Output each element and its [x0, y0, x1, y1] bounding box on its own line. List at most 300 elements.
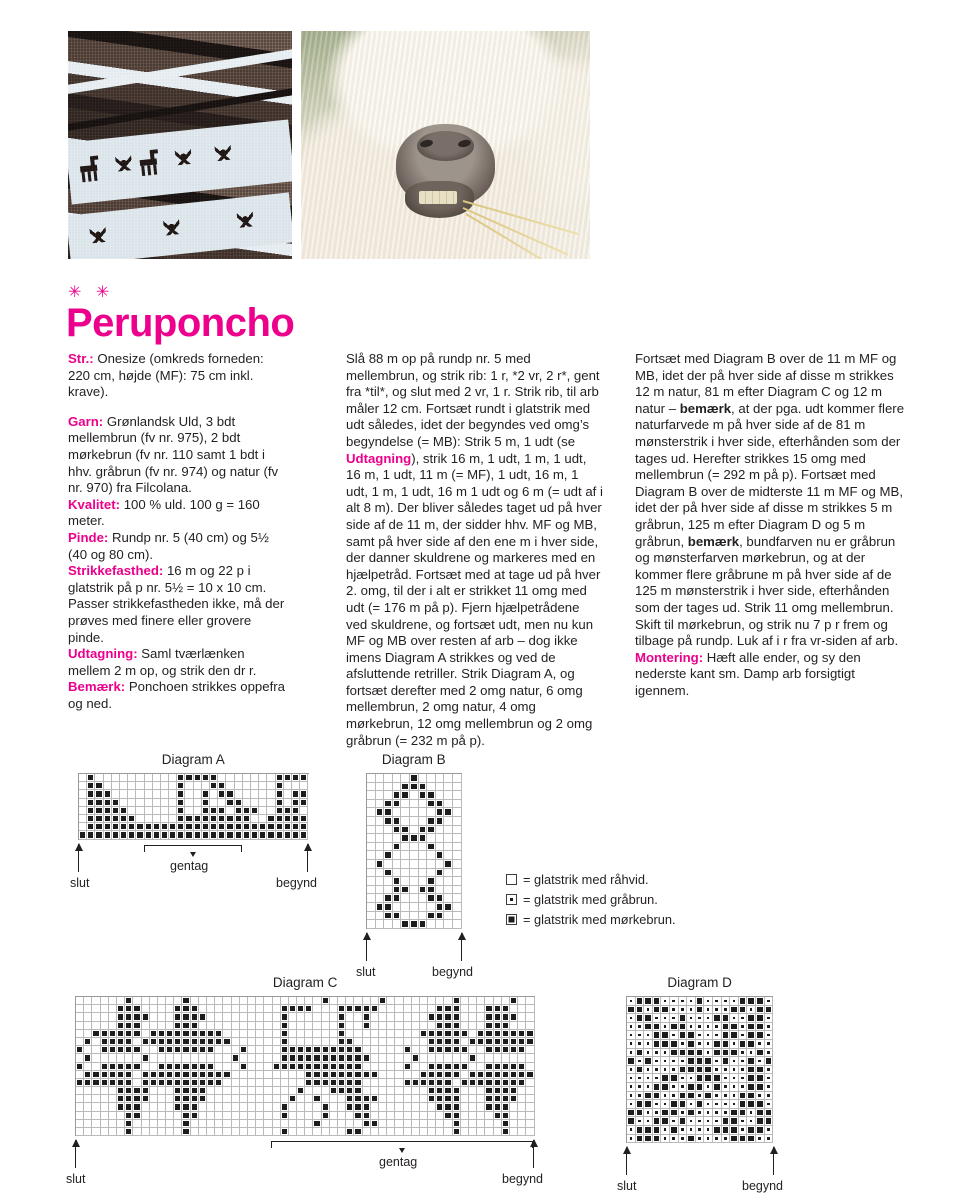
- chart-cell: [494, 1013, 502, 1021]
- chart-cell: [101, 997, 109, 1005]
- chart-cell: [636, 1117, 645, 1126]
- chart-cell: [84, 1063, 92, 1071]
- chart-cell: [128, 782, 136, 790]
- chart-cell: [182, 1030, 190, 1038]
- chart-cell: [354, 1013, 362, 1021]
- chart-cell: [627, 1057, 636, 1066]
- chart-cell: [419, 851, 428, 860]
- chart-cell: [387, 1038, 395, 1046]
- chart-cell: [765, 1117, 774, 1126]
- text-kvalitet: 100 % uld. 100 g = 160 meter.: [68, 496, 260, 529]
- chart-cell: [739, 1031, 748, 1040]
- chart-cell: [191, 1103, 199, 1111]
- chart-cell: [104, 807, 112, 815]
- chart-cell: [305, 1087, 313, 1095]
- diagram-c-grid: [75, 996, 535, 1136]
- chart-cell: [401, 886, 410, 895]
- chart-cell: [404, 1112, 412, 1120]
- chart-cell: [713, 1109, 722, 1118]
- chart-cell: [128, 774, 136, 782]
- chart-cell: [502, 1071, 510, 1079]
- chart-cell: [232, 1128, 240, 1136]
- chart-cell: [428, 1046, 436, 1054]
- chart-cell: [436, 1071, 444, 1079]
- chart-cell: [453, 894, 462, 903]
- chart-cell: [384, 886, 393, 895]
- chart-cell: [644, 1006, 653, 1015]
- chart-cell: [371, 1071, 379, 1079]
- chart-cell: [444, 791, 453, 800]
- para-montering: [635, 650, 908, 700]
- chart-cell: [215, 1013, 223, 1021]
- chart-cell: [125, 1079, 133, 1087]
- chart-cell: [704, 1126, 713, 1135]
- chart-cell: [79, 782, 87, 790]
- chart-cell: [395, 1038, 403, 1046]
- chart-cell: [281, 1030, 289, 1038]
- chart-cell: [243, 774, 251, 782]
- chart-cell: [322, 1103, 330, 1111]
- chart-cell: [687, 1117, 696, 1126]
- chart-cell: [76, 997, 84, 1005]
- chart-cell: [494, 1112, 502, 1120]
- diagram-a-title: Diagram A: [161, 752, 225, 767]
- chart-cell: [469, 1120, 477, 1128]
- chart-cell: [150, 1013, 158, 1021]
- chart-cell: [387, 1013, 395, 1021]
- chart-cell: [174, 1030, 182, 1038]
- chart-cell: [284, 815, 292, 823]
- chart-cell: [412, 1046, 420, 1054]
- chart-cell: [518, 1128, 526, 1136]
- chart-cell: [158, 1103, 166, 1111]
- chart-cell: [510, 1087, 518, 1095]
- chart-cell: [661, 1074, 670, 1083]
- chart-cell: [199, 1038, 207, 1046]
- chart-cell: [477, 1112, 485, 1120]
- chart-cell: [704, 1031, 713, 1040]
- chart-cell: [207, 1054, 215, 1062]
- chart-cell: [273, 1120, 281, 1128]
- chart-cell: [765, 1135, 774, 1144]
- chart-cell: [215, 1030, 223, 1038]
- chart-cell: [387, 1071, 395, 1079]
- chart-cell: [174, 1054, 182, 1062]
- chart-cell: [444, 903, 453, 912]
- chart-cell: [679, 1109, 688, 1118]
- chart-cell: [502, 1030, 510, 1038]
- chart-cell: [502, 1013, 510, 1021]
- para-str: [68, 351, 286, 401]
- chart-cell: [765, 1083, 774, 1092]
- chart-cell: [765, 1006, 774, 1015]
- chart-cell: [95, 823, 103, 831]
- text-montering: Hæft alle ender, og sy den nederste kant sm. Damp arb forsigtigt igennem.: [635, 649, 861, 698]
- chart-cell: [150, 1054, 158, 1062]
- chart-cell: [636, 1014, 645, 1023]
- chart-cell: [502, 1054, 510, 1062]
- chart-cell: [128, 831, 136, 839]
- chart-cell: [297, 1063, 305, 1071]
- chart-cell: [636, 1092, 645, 1101]
- chart-cell: [101, 1128, 109, 1136]
- chart-cell: [210, 774, 218, 782]
- chart-cell: [191, 1038, 199, 1046]
- chart-cell: [636, 1135, 645, 1144]
- chart-cell: [627, 1023, 636, 1032]
- chart-cell: [502, 1103, 510, 1111]
- chart-cell: [636, 1100, 645, 1109]
- chart-cell: [428, 1120, 436, 1128]
- chart-cell: [644, 1074, 653, 1083]
- chart-cell: [730, 1135, 739, 1144]
- chart-cell: [444, 1046, 452, 1054]
- chart-cell: [95, 831, 103, 839]
- chart-cell: [185, 790, 193, 798]
- chart-cell: [696, 1092, 705, 1101]
- chart-cell: [401, 783, 410, 792]
- chart-cell: [756, 1083, 765, 1092]
- chart-cell: [136, 799, 144, 807]
- chart-cell: [191, 1128, 199, 1136]
- chart-cell: [670, 1109, 679, 1118]
- chart-cell: [653, 1049, 662, 1058]
- chart-cell: [322, 1095, 330, 1103]
- chart-cell: [267, 799, 275, 807]
- chart-cell: [240, 1087, 248, 1095]
- chart-cell: [92, 1079, 100, 1087]
- chart-cell: [166, 1120, 174, 1128]
- chart-cell: [510, 1054, 518, 1062]
- chart-cell: [412, 1022, 420, 1030]
- chart-cell: [182, 1128, 190, 1136]
- chart-cell: [393, 903, 402, 912]
- chart-cell: [322, 1120, 330, 1128]
- link-udtagning[interactable]: Udtagning: [346, 450, 412, 466]
- chart-cell: [363, 1030, 371, 1038]
- chart-cell: [240, 1103, 248, 1111]
- chart-cell: [653, 1031, 662, 1040]
- chart-cell: [453, 817, 462, 826]
- chart-cell: [142, 1038, 150, 1046]
- chart-cell: [142, 1087, 150, 1095]
- chart-cell: [404, 1087, 412, 1095]
- diagram-b-grid: [366, 773, 462, 929]
- chart-cell: [120, 782, 128, 790]
- chart-cell: [420, 1103, 428, 1111]
- chart-cell: [112, 823, 120, 831]
- chart-cell: [133, 1112, 141, 1120]
- chart-cell: [419, 877, 428, 886]
- chart-cell: [264, 1005, 272, 1013]
- chart-cell: [393, 834, 402, 843]
- chart-cell: [371, 1112, 379, 1120]
- chart-cell: [713, 1074, 722, 1083]
- chart-cell: [300, 799, 308, 807]
- chart-cell: [109, 1022, 117, 1030]
- chart-cell: [477, 1030, 485, 1038]
- chart-cell: [401, 920, 410, 929]
- chart-cell: [420, 1063, 428, 1071]
- chart-cell: [185, 807, 193, 815]
- chart-cell: [427, 800, 436, 809]
- chart-cell: [367, 877, 376, 886]
- chart-cell: [92, 1103, 100, 1111]
- chart-cell: [235, 774, 243, 782]
- chart-cell: [240, 1095, 248, 1103]
- chart-cell: [477, 1087, 485, 1095]
- chart-cell: [273, 1112, 281, 1120]
- chart-cell: [199, 997, 207, 1005]
- chart-cell: [305, 1005, 313, 1013]
- chart-cell: [428, 1079, 436, 1087]
- chart-cell: [410, 808, 419, 817]
- chart-cell: [354, 1095, 362, 1103]
- chart-cell: [401, 860, 410, 869]
- chart-cell: [232, 1120, 240, 1128]
- chart-cell: [371, 1120, 379, 1128]
- text-garn: Grønlandsk Uld, 3 bdt mellembrun (fv nr. 975), 2 bdt mørkebrun (fv nr. 110 samt 1 bdt i hhv. gråbrun (fv nr. 974) og natur (fv nr. 970) fra Filcolana.: [68, 413, 279, 496]
- chart-cell: [670, 1135, 679, 1144]
- white-square-icon: [506, 874, 517, 885]
- chart-cell: [251, 831, 259, 839]
- chart-cell: [469, 1005, 477, 1013]
- chart-cell: [322, 1079, 330, 1087]
- chart-cell: [427, 886, 436, 895]
- chart-cell: [419, 843, 428, 852]
- chart-cell: [453, 800, 462, 809]
- chart-cell: [518, 1095, 526, 1103]
- chart-cell: [281, 1046, 289, 1054]
- chart-cell: [305, 997, 313, 1005]
- chart-cell: [174, 1095, 182, 1103]
- chart-cell: [393, 886, 402, 895]
- chart-cell: [477, 1022, 485, 1030]
- chart-cell: [256, 1046, 264, 1054]
- chart-cell: [419, 886, 428, 895]
- chart-cell: [95, 807, 103, 815]
- chart-cell: [401, 869, 410, 878]
- chart-cell: [76, 1079, 84, 1087]
- chart-cell: [289, 1063, 297, 1071]
- chart-cell: [248, 1005, 256, 1013]
- chart-cell: [125, 1095, 133, 1103]
- chart-cell: [653, 1109, 662, 1118]
- chart-cell: [453, 1063, 461, 1071]
- chart-cell: [661, 1006, 670, 1015]
- chart-cell: [194, 774, 202, 782]
- chart-cell: [313, 1087, 321, 1095]
- chart-cell: [713, 1066, 722, 1075]
- chart-cell: [461, 1038, 469, 1046]
- chart-cell: [248, 1038, 256, 1046]
- chart-cell: [387, 1046, 395, 1054]
- chart-cell: [207, 1120, 215, 1128]
- chart-cell: [235, 823, 243, 831]
- chart-cell: [696, 997, 705, 1006]
- chart-cell: [401, 851, 410, 860]
- chart-cell: [177, 774, 185, 782]
- chart-cell: [494, 1103, 502, 1111]
- chart-cell: [281, 1112, 289, 1120]
- chart-cell: [264, 1095, 272, 1103]
- chart-cell: [444, 920, 453, 929]
- alpaca-nostril: [457, 139, 471, 149]
- chart-cell: [289, 1087, 297, 1095]
- chart-cell: [436, 1103, 444, 1111]
- chart-cell: [410, 894, 419, 903]
- chart-cell: [158, 1005, 166, 1013]
- label-bemaerk: Bemærk:: [68, 679, 126, 695]
- chart-cell: [297, 1038, 305, 1046]
- chart-cell: [395, 1046, 403, 1054]
- chart-cell: [636, 1006, 645, 1015]
- chart-cell: [215, 1071, 223, 1079]
- chart-cell: [384, 860, 393, 869]
- chart-cell: [109, 1120, 117, 1128]
- chart-cell: [756, 1066, 765, 1075]
- chart-cell: [267, 807, 275, 815]
- chart-cell: [297, 1087, 305, 1095]
- chart-cell: [133, 1005, 141, 1013]
- chart-cell: [142, 1120, 150, 1128]
- chart-cell: [199, 1087, 207, 1095]
- chart-cell: [420, 1071, 428, 1079]
- chart-cell: [363, 1071, 371, 1079]
- chart-cell: [322, 1054, 330, 1062]
- chart-cell: [273, 1128, 281, 1136]
- chart-cell: [636, 1074, 645, 1083]
- chart-cell: [87, 807, 95, 815]
- chart-cell: [177, 823, 185, 831]
- chart-cell: [101, 1038, 109, 1046]
- chart-cell: [101, 1005, 109, 1013]
- chart-cell: [765, 1109, 774, 1118]
- diagram-b-slut-arrow: [366, 933, 367, 961]
- chart-cell: [371, 1079, 379, 1087]
- chart-cell: [264, 1128, 272, 1136]
- difficulty-rating: ✳ ✳: [68, 284, 115, 301]
- chart-cell: [92, 1120, 100, 1128]
- legend-row-rahvid: [506, 872, 676, 887]
- chart-cell: [243, 831, 251, 839]
- chart-cell: [410, 800, 419, 809]
- chart-cell: [87, 782, 95, 790]
- chart-cell: [177, 782, 185, 790]
- chart-cell: [376, 851, 385, 860]
- chart-cell: [404, 1071, 412, 1079]
- chart-cell: [453, 903, 462, 912]
- legend: [506, 872, 676, 932]
- chart-cell: [128, 807, 136, 815]
- chart-cell: [477, 1005, 485, 1013]
- chart-cell: [444, 1095, 452, 1103]
- chart-cell: [281, 1095, 289, 1103]
- chart-cell: [526, 1103, 534, 1111]
- chart-cell: [502, 1128, 510, 1136]
- chart-cell: [401, 817, 410, 826]
- chart-cell: [194, 799, 202, 807]
- chart-cell: [420, 1013, 428, 1021]
- chart-cell: [469, 1112, 477, 1120]
- chart-cell: [485, 1087, 493, 1095]
- chart-cell: [627, 1092, 636, 1101]
- chart-cell: [713, 1135, 722, 1144]
- chart-cell: [384, 894, 393, 903]
- chart-cell: [395, 1128, 403, 1136]
- chart-cell: [384, 912, 393, 921]
- chart-cell: [644, 1083, 653, 1092]
- chart-cell: [461, 1095, 469, 1103]
- chart-cell: [379, 1120, 387, 1128]
- chart-cell: [704, 1074, 713, 1083]
- chart-cell: [453, 1079, 461, 1087]
- chart-cell: [169, 815, 177, 823]
- chart-cell: [747, 1014, 756, 1023]
- chart-cell: [226, 807, 234, 815]
- chart-cell: [670, 1057, 679, 1066]
- chart-cell: [174, 997, 182, 1005]
- alpaca-teeth: [419, 191, 457, 205]
- chart-cell: [153, 790, 161, 798]
- chart-cell: [427, 783, 436, 792]
- chart-cell: [363, 1013, 371, 1021]
- chart-cell: [117, 1128, 125, 1136]
- chart-cell: [713, 1083, 722, 1092]
- chart-cell: [218, 823, 226, 831]
- chart-cell: [367, 791, 376, 800]
- chart-cell: [240, 1054, 248, 1062]
- chart-cell: [182, 1013, 190, 1021]
- chart-cell: [518, 1079, 526, 1087]
- chart-cell: [322, 1112, 330, 1120]
- chart-cell: [404, 1079, 412, 1087]
- emphasis-bemaerk-1: bemærk: [679, 400, 732, 416]
- chart-cell: [644, 1040, 653, 1049]
- chart-cell: [276, 774, 284, 782]
- chart-cell: [248, 1095, 256, 1103]
- chart-cell: [117, 1112, 125, 1120]
- chart-cell: [713, 1023, 722, 1032]
- chart-cell: [404, 1013, 412, 1021]
- chart-cell: [158, 1120, 166, 1128]
- chart-cell: [395, 1079, 403, 1087]
- chart-cell: [765, 1092, 774, 1101]
- label-udtagning: Udtagning:: [68, 646, 138, 662]
- chart-cell: [158, 1022, 166, 1030]
- chart-cell: [240, 1030, 248, 1038]
- chart-cell: [79, 774, 87, 782]
- chart-cell: [300, 823, 308, 831]
- chart-cell: [125, 1087, 133, 1095]
- chart-cell: [376, 800, 385, 809]
- chart-cell: [264, 1054, 272, 1062]
- chart-cell: [412, 1054, 420, 1062]
- chart-cell: [687, 1023, 696, 1032]
- chart-cell: [240, 1079, 248, 1087]
- chart-cell: [223, 1071, 231, 1079]
- chart-cell: [95, 782, 103, 790]
- chart-cell: [401, 912, 410, 921]
- chart-cell: [256, 1013, 264, 1021]
- chart-cell: [444, 851, 453, 860]
- chart-cell: [687, 1031, 696, 1040]
- chart-cell: [747, 1092, 756, 1101]
- chart-cell: [410, 783, 419, 792]
- chart-cell: [510, 1103, 518, 1111]
- chart-cell: [696, 1006, 705, 1015]
- chart-cell: [367, 817, 376, 826]
